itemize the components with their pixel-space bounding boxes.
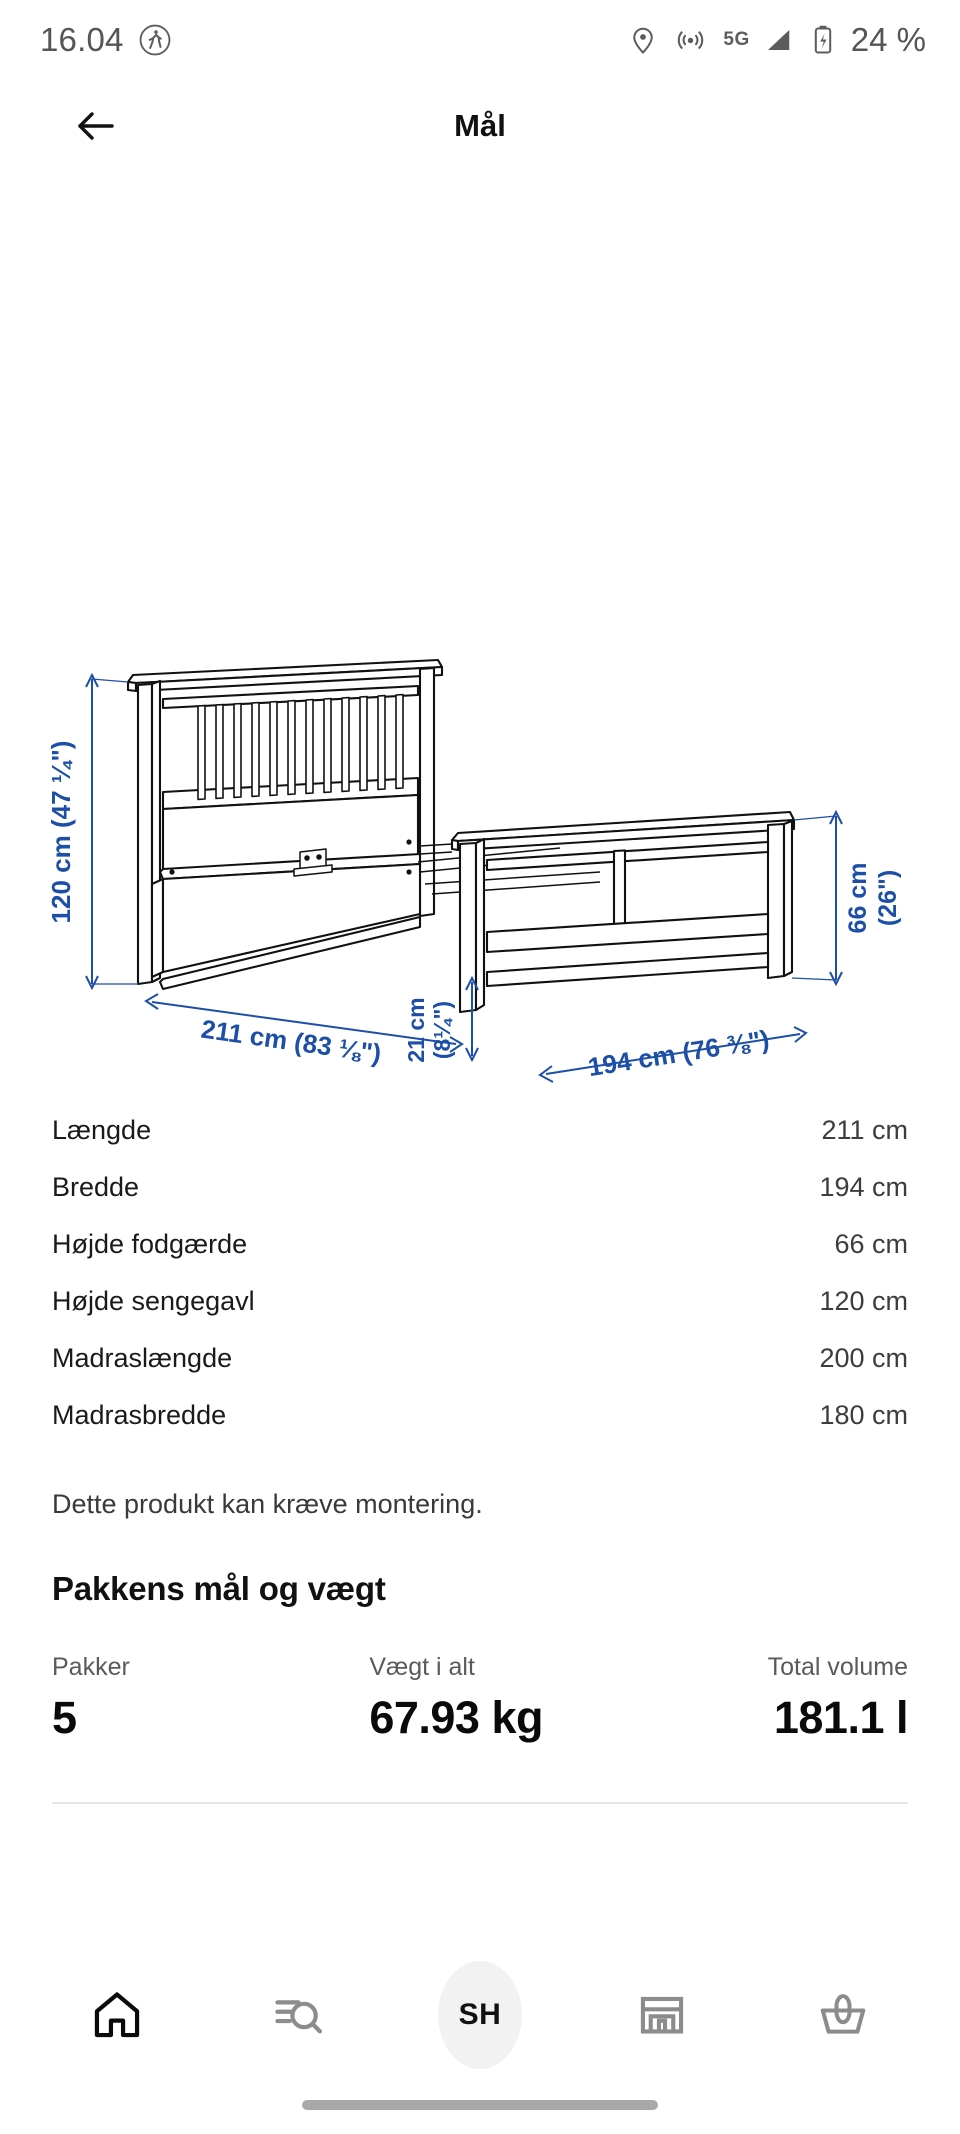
spec-label: Højde sengegavl (52, 1286, 255, 1316)
package-stat-value: 67.93 kg (369, 1692, 543, 1743)
spec-label: Længde (52, 1115, 152, 1145)
status-time: 16.04 (40, 21, 124, 58)
package-section-title: Pakkens mål og vægt (52, 1570, 386, 1607)
nav-item-search[interactable] (238, 1960, 358, 2070)
spec-label: Madrasbredde (52, 1400, 227, 1430)
location-pin-icon (628, 25, 658, 55)
nav-item-profile[interactable] (420, 1960, 540, 2070)
table-row (52, 1273, 908, 1330)
page-title: Mål (454, 108, 506, 143)
table-row (52, 1387, 908, 1444)
package-stat-label: Total volume (767, 1653, 908, 1681)
dim-length: 211 cm (83 ⅛") (199, 1013, 384, 1069)
nav-item-stores[interactable] (602, 1960, 722, 2070)
spec-value: 211 cm (821, 1115, 908, 1145)
dim-width: 194 cm (76 ⅜") (585, 1023, 772, 1083)
back-button[interactable] (64, 94, 128, 158)
package-stat-packages (52, 1653, 337, 1744)
spec-label: Højde fodgærde (52, 1229, 248, 1259)
dim-height-headboard: 120 cm (47 ¼") (46, 740, 76, 924)
store-icon (636, 1989, 688, 2041)
package-stat-label: Vægt i alt (369, 1653, 475, 1681)
nav-item-home[interactable] (57, 1960, 177, 2070)
status-bar (0, 0, 960, 80)
package-stat-value: 5 (52, 1692, 77, 1743)
shopping-basket-icon (816, 1988, 870, 2042)
table-row (52, 1330, 908, 1387)
spec-value: 180 cm (819, 1400, 908, 1430)
nav-item-basket[interactable] (783, 1960, 903, 2070)
signal-bars-icon (763, 25, 793, 55)
package-stat-volume (623, 1653, 908, 1744)
assembly-note: Dette produkt kan kræve montering. (52, 1489, 483, 1519)
dim-clearance-line1: 21 cm (403, 997, 429, 1063)
package-stat-label: Pakker (52, 1653, 130, 1681)
battery-percent-label: 24 % (850, 21, 926, 58)
dim-height-footboard-line1: 66 cm (844, 862, 872, 934)
package-summary (52, 1653, 908, 1744)
spec-label: Madraslængde (52, 1343, 233, 1373)
spec-value: 120 cm (819, 1286, 908, 1316)
status-bar-left (40, 21, 172, 59)
dimensions-diagram (0, 172, 960, 1102)
spec-value: 194 cm (819, 1172, 908, 1202)
network-type-label: 5G (723, 29, 750, 50)
nearby-share-icon (675, 25, 706, 56)
table-row (52, 1216, 908, 1273)
status-bar-right (628, 21, 926, 59)
specifications-list (52, 1102, 908, 1444)
details-content (0, 1102, 960, 1804)
table-row (52, 1102, 908, 1159)
battery-charging-icon (810, 24, 836, 56)
dim-clearance-line2: (8¼") (429, 1000, 455, 1060)
search-list-icon (270, 1987, 326, 2043)
avatar: SH (438, 1961, 522, 2069)
back-arrow-icon (72, 102, 120, 150)
spec-value: 200 cm (819, 1343, 908, 1373)
spec-label: Bredde (52, 1172, 140, 1202)
pedestrian-icon (138, 23, 172, 57)
page-header (0, 80, 960, 172)
table-row (52, 1159, 908, 1216)
home-indicator (302, 2100, 658, 2110)
bottom-navigation-bar (0, 1950, 960, 2080)
package-stat-weight (337, 1653, 622, 1744)
spec-value: 66 cm (834, 1229, 908, 1259)
home-icon (89, 1987, 145, 2043)
package-stat-value: 181.1 l (773, 1692, 908, 1743)
section-divider (52, 1802, 908, 1804)
dim-height-footboard-line2: (26") (874, 869, 902, 927)
bed-frame-illustration (0, 172, 960, 1102)
